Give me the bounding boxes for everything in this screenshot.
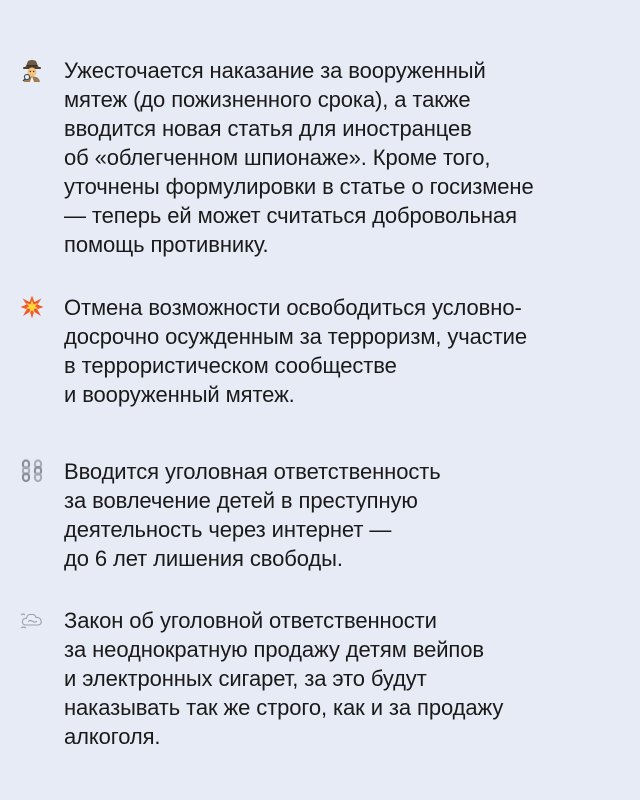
chains-icon xyxy=(20,459,44,483)
item-text: Ужесточается наказание за вооруженный мятеж (до пожизненного срока), а также вводится новая статья для иностранцев об «облегченном шпионаже». Кроме того, уточнены формулировки в статье о госизмене — теперь ей может считаться добровольная помощь противнику. xyxy=(64,58,534,257)
list-item xyxy=(20,606,620,751)
list-item xyxy=(20,457,620,573)
detective-icon xyxy=(20,58,44,82)
item-text: Закон об уголовной ответственности за неоднократную продажу детям вейпов и электронных сигарет, за это будут наказывать так же строго, как и за продажу алкоголя. xyxy=(64,608,504,749)
list-item xyxy=(20,293,620,409)
item-text: Отмена возможности освободиться условно- досрочно осужденным за терроризм, участие в террористическом сообществе и вооруженный мятеж. xyxy=(64,295,528,407)
item-text: Вводится уголовная ответственность за вовлечение детей в преступную деятельность через интернет — до 6 лет лишения свободы. xyxy=(64,459,441,571)
explosion-icon xyxy=(20,295,44,319)
vapor-cloud-icon xyxy=(20,608,44,632)
list-item xyxy=(20,56,620,259)
